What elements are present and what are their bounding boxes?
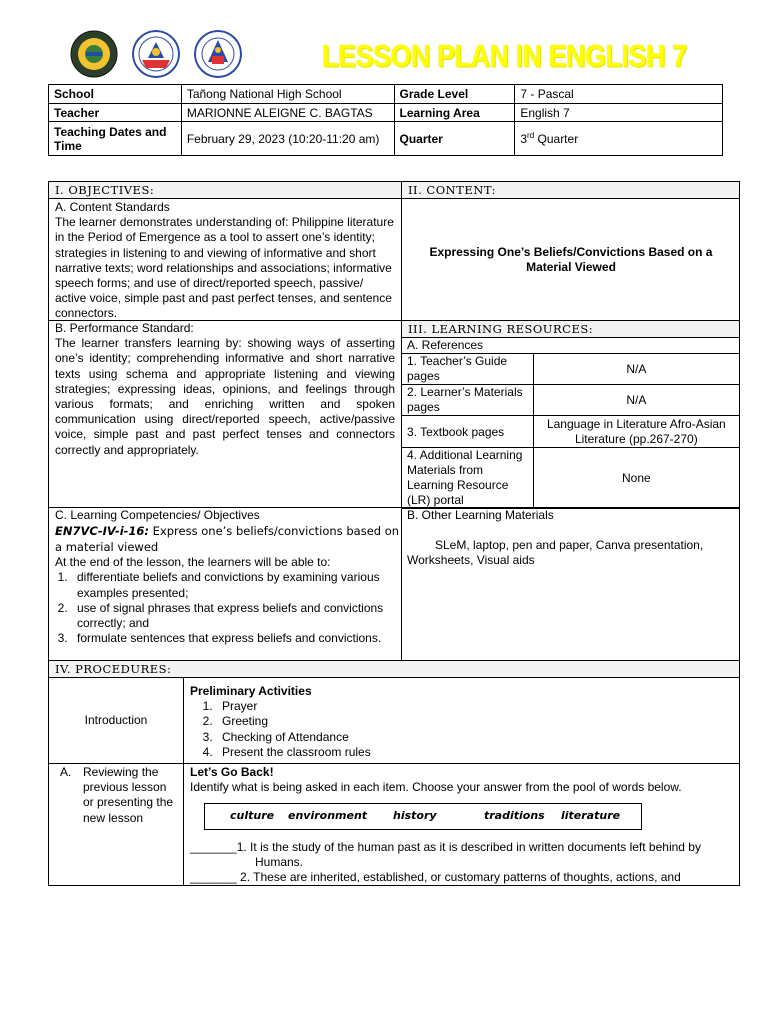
teacher-value: MARIONNE ALEIGNE C. BAGTAS bbox=[181, 104, 394, 122]
preliminary-item: 4. Present the classroom rules bbox=[216, 745, 730, 760]
preliminary-item: 2. Greeting bbox=[216, 714, 730, 729]
grade-level-value: 7 - Pascal bbox=[515, 85, 723, 104]
review-label: Reviewing the previous lesson or presenting the new lesson bbox=[83, 765, 174, 825]
objectives-heading: I. OBJECTIVES: bbox=[48, 181, 402, 199]
reference-value: N/A bbox=[533, 385, 739, 416]
objective-item: 2. use of signal phrases that express beliefs and convictions correctly; and bbox=[71, 601, 400, 631]
word-option: literature bbox=[561, 809, 621, 822]
word-option: history bbox=[393, 809, 437, 822]
lesson-body bbox=[48, 181, 740, 886]
page-title: LESSON PLAN IN ENGLISH 7 bbox=[322, 38, 687, 74]
other-materials-text: SLeM, laptop, pen and paper, Canva presentation, Worksheets, Visual aids bbox=[407, 538, 704, 568]
question-text: 2. These are inherited, established, or customary patterns of thoughts, actions, and bbox=[236, 870, 681, 884]
reference-row bbox=[402, 416, 740, 448]
dates-value: February 29, 2023 (10:20-11:20 am) bbox=[181, 122, 394, 156]
resources-heading: III. LEARNING RESOURCES: bbox=[401, 320, 740, 338]
reference-label: 3. Textbook pages bbox=[402, 416, 534, 448]
performance-text: The learner transfers learning by: showing ways of asserting one’s identity; comprehending informative and short narrative texts using schema and appropriate listening and viewing strategies; expressing ideas, opinions, and feelings through various formats; and enriching written and spoken communication using direct/reported speech, active/passive voice, simple past and past perfect tenses and connectors correctly and appropriately. bbox=[55, 336, 395, 457]
question-1 bbox=[190, 840, 738, 855]
header-row bbox=[49, 85, 723, 104]
review-marker: A. bbox=[60, 765, 72, 779]
deped-seal-icon bbox=[194, 30, 242, 78]
learning-area-value: English 7 bbox=[515, 104, 723, 122]
performance-standard bbox=[55, 321, 395, 458]
header-row bbox=[49, 104, 723, 122]
question-2 bbox=[190, 870, 738, 885]
preliminary-activities bbox=[190, 684, 730, 760]
reference-row bbox=[402, 448, 740, 509]
competencies bbox=[55, 508, 400, 646]
question-1-continued: Humans. bbox=[255, 855, 304, 869]
reference-label: 1. Teacher’s Guide pages bbox=[402, 354, 534, 385]
content-topic: Expressing One’s Beliefs/Convictions Based on a Material Viewed bbox=[429, 245, 713, 275]
content-standards-text: The learner demonstrates understanding of: Philippine literature in the Period of Emergence as a tool to assert one’s identity; strategies in listening to and viewing of informative and short narrative texts; word relationships and associations; informative speech forms; and use of direct/reported speech, passive/ active voice, simple past and past perfect tenses, and sentence connectors. bbox=[55, 215, 394, 321]
question-text: 1. It is the study of the human past as it is described in written documents left behind by bbox=[236, 840, 701, 854]
header-table bbox=[48, 84, 723, 156]
reference-row bbox=[402, 354, 740, 385]
grade-level-label: Grade Level bbox=[394, 85, 515, 104]
references-table bbox=[401, 353, 740, 509]
preliminary-list bbox=[190, 699, 730, 760]
preliminary-title: Preliminary Activities bbox=[190, 684, 312, 698]
references-title: A. References bbox=[407, 338, 484, 352]
school-seal-icon bbox=[70, 30, 118, 78]
performance-title: B. Performance Standard: bbox=[55, 321, 194, 335]
quarter-value bbox=[515, 122, 723, 156]
competencies-title: C. Learning Competencies/ Objectives bbox=[55, 508, 260, 522]
reference-value: None bbox=[533, 448, 739, 509]
school-value: Tañong National High School bbox=[181, 85, 394, 104]
reference-label: 2. Learner’s Materials pages bbox=[402, 385, 534, 416]
reference-value: Language in Literature Afro-Asian Literature (pp.267-270) bbox=[533, 416, 739, 448]
quarter-label: Quarter bbox=[394, 122, 515, 156]
division-seal-icon bbox=[132, 30, 180, 78]
preliminary-item: 1. Prayer bbox=[216, 699, 730, 714]
objective-item: 3. formulate sentences that express beliefs and convictions. bbox=[71, 631, 400, 646]
reference-row bbox=[402, 385, 740, 416]
answer-blank[interactable]: _______ bbox=[190, 870, 237, 884]
word-option: traditions bbox=[484, 809, 545, 822]
content-standards bbox=[55, 200, 395, 322]
quarter-number: 3rd Quarter bbox=[520, 131, 579, 146]
dates-label: Teaching Dates and Time bbox=[49, 122, 182, 156]
other-materials-cell bbox=[401, 507, 740, 661]
word-option: culture bbox=[230, 809, 275, 822]
procedures-heading: IV. PROCEDURES: bbox=[48, 660, 740, 678]
content-heading: II. CONTENT: bbox=[401, 181, 740, 199]
objective-item: 1. differentiate beliefs and convictions by examining various examples presented; bbox=[71, 570, 400, 600]
reference-value: N/A bbox=[533, 354, 739, 385]
teacher-label: Teacher bbox=[49, 104, 182, 122]
other-materials-title: B. Other Learning Materials bbox=[407, 508, 554, 522]
school-label: School bbox=[49, 85, 182, 104]
header-row bbox=[49, 122, 723, 156]
answer-blank[interactable]: _______ bbox=[190, 840, 237, 854]
reference-label: 4. Additional Learning Materials from Learning Resource (LR) portal bbox=[402, 448, 534, 509]
competencies-intro: At the end of the lesson, the learners will be able to: bbox=[55, 555, 331, 570]
introduction-label: Introduction bbox=[84, 713, 148, 727]
competency-code: EN7VC-IV-i-16: bbox=[55, 524, 150, 539]
review-title: Let’s Go Back! bbox=[190, 765, 274, 779]
learning-area-label: Learning Area bbox=[394, 104, 515, 122]
objectives-list bbox=[55, 570, 400, 646]
content-standards-title: A. Content Standards bbox=[55, 200, 170, 214]
preliminary-item: 3. Checking of Attendance bbox=[216, 730, 730, 745]
word-pool bbox=[204, 803, 642, 830]
competency-text: Express one’s beliefs/convictions based on a material viewed bbox=[55, 524, 400, 555]
word-option: environment bbox=[288, 809, 368, 822]
review-instruction: Identify what is being asked in each item. Choose your answer from the pool of words below. bbox=[190, 780, 682, 794]
